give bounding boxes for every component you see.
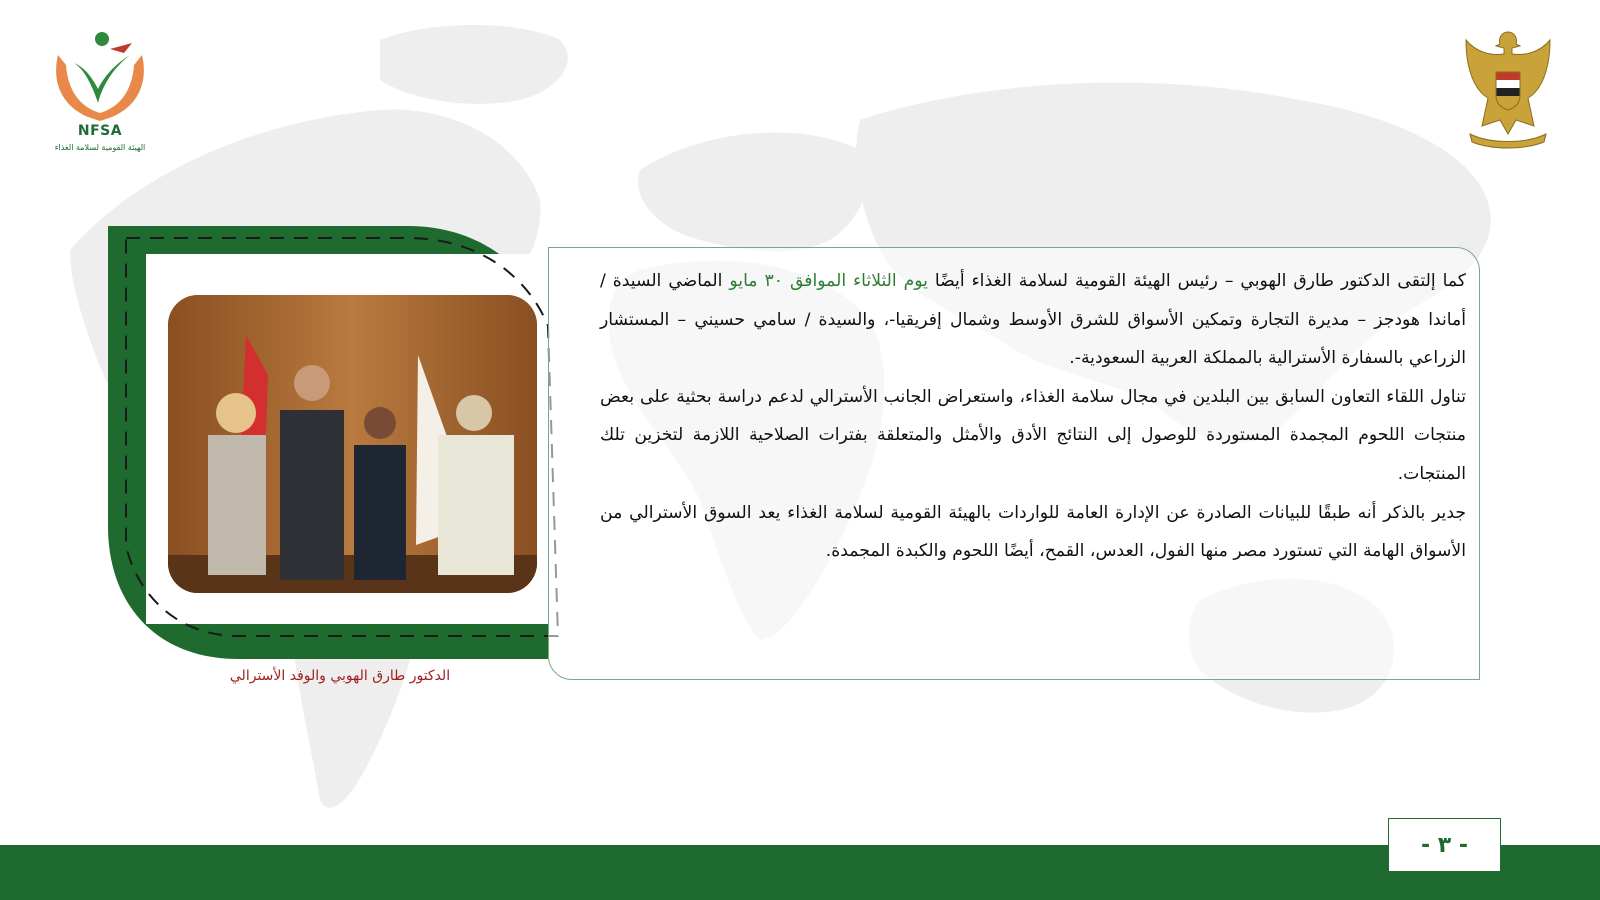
meeting-date: يوم الثلاثاء الموافق ٣٠ مايو bbox=[729, 271, 928, 291]
nfsa-logo bbox=[40, 25, 160, 165]
meeting-photo bbox=[168, 295, 537, 593]
hands-person-icon bbox=[40, 25, 160, 125]
footer-bar bbox=[0, 845, 1600, 900]
page-number: - ٣ - bbox=[1388, 818, 1501, 872]
egypt-eagle-icon bbox=[1460, 28, 1556, 150]
paragraph-2: تناول اللقاء التعاون السابق بين البلدين في مجال سلامة الغذاء، واستعراض الجانب الأسترالي لدعم دراسة بحثية على بعض منتجات اللحوم المجمدة المستوردة للوصول إلى النتائج الأدق والأمثل والمتعلقة بفترات الصلاحية اللازمة لتخزين تلك المنتجات. bbox=[600, 386, 1466, 484]
article-text bbox=[600, 262, 1466, 571]
paragraph-1 bbox=[600, 262, 1466, 378]
nfsa-abbreviation: NFSA bbox=[77, 123, 123, 139]
p1-part-1: كما إلتقى الدكتور طارق الهوبي – رئيس الهيئة القومية لسلامة الغذاء أيضًا bbox=[927, 271, 1466, 291]
p1-part-3: الماضي السيدة / أماندا هودجز – مديرة التجارة وتمكين الأسواق للشرق الأوسط وشمال إفريقيا-، والسيدة / سامي حسيني – المستشار الزراعي بالسفارة الأسترالية بالمملكة العربية السعودية-. bbox=[600, 271, 1466, 369]
photo-caption: الدكتور طارق الهوبي والوفد الأسترالي bbox=[229, 668, 451, 684]
nfsa-full-name: الهيئة القومية لسلامة الغذاء bbox=[54, 143, 146, 152]
paragraph-3: جدير بالذكر أنه طبقًا للبيانات الصادرة عن الإدارة العامة للواردات بالهيئة القومية لسلامة الغذاء يعد السوق الأسترالي من الأسواق الهامة التي تستورد مصر منها الفول، العدس، القمح، أيضًا اللحوم والكبدة المجمدة. bbox=[600, 502, 1466, 562]
